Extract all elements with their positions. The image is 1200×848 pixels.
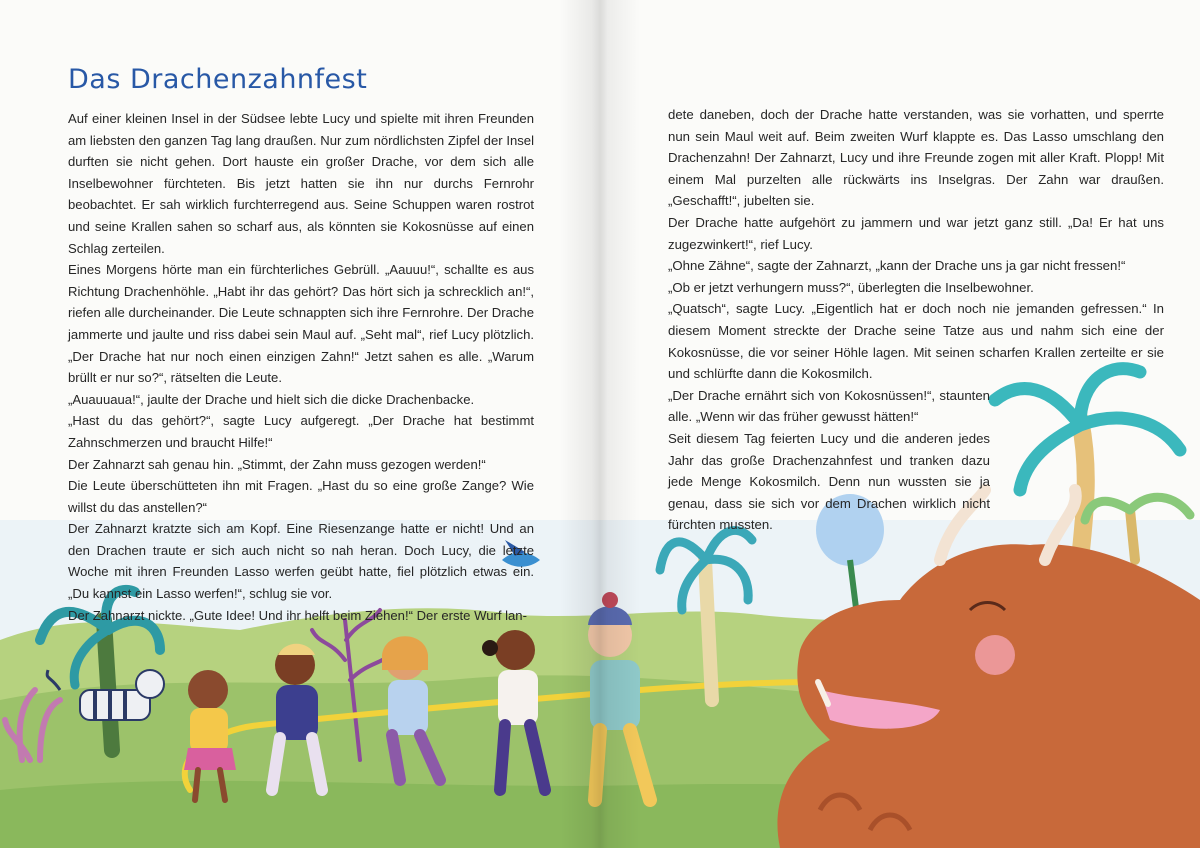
- paragraph: Der Zahnarzt kratzte sich am Kopf. Eine Riesenzange hatte er nicht! Und an den Drachen traute er sich auch nicht so nah heran. Doch Lucy, die letzte Woche mit ihren Freunden Lasso werfen geübt hatte, fiel plötzlich etwas ein. „Du kannst ein Lasso werfen!“, schlug sie vor.: [68, 521, 534, 602]
- paragraph: „Ohne Zähne“, sagte der Zahnarzt, „kann der Drache uns ja gar nicht fressen!“: [668, 258, 1126, 274]
- paragraph: Eines Morgens hörte man ein fürchterliches Gebrüll. „Aauuu!“, schallte es aus Richtung Drachenhöhle. „Habt ihr das gehört? Das hört sich ja schrecklich an!“, riefen alle durcheinander. Die Leute schnappten sich ihre Fernrohre. Der Drache jammerte und jaulte und riss dabei sein Maul auf. „Seht mal“, rief Lucy plötzlich. „Der Drache hat nur noch einen einzigen Zahn!“ Jetzt sahen es alle. „Warum brüllt er nur so?“, rätselten die Leute.: [68, 262, 534, 386]
- paragraph: Der Drache hatte aufgehört zu jammern und war jetzt ganz still. „Da! Er hat uns zugezwinkert!“, rief Lucy.: [668, 214, 1164, 252]
- paragraph: Die Leute überschütteten ihn mit Fragen. „Hast du so eine große Zange? Wie willst du das anstellen?“: [68, 478, 534, 515]
- paragraph: Der Zahnarzt sah genau hin. „Stimmt, der Zahn muss gezogen werden!“: [68, 456, 486, 472]
- left-page: [68, 62, 534, 626]
- paragraph: „Hast du das gehört?“, sagte Lucy aufgeregt. „Der Drache hat bestimmt Zahnschmerzen und braucht Hilfe!“: [68, 413, 534, 450]
- book-gutter-shadow: [560, 0, 640, 848]
- right-page-text: [668, 104, 1164, 536]
- dragon-cheek: [975, 635, 1015, 675]
- story-title: Das Drachenzahnfest: [68, 64, 368, 95]
- paragraph: dete daneben, doch der Drache hatte verstanden, was sie vorhatten, und sperrte nun sein Maul weit auf. Beim zweiten Wurf klappte es. Das Lasso umschlang den Drachenzahn! Der Zahnarzt, Lucy und ihre Freunde zogen mit aller Kraft. Plopp! Mit einem Mal purzelten alle rückwärts ins Inselgras. Der Zahn war draußen. „Geschafft!“, jubelten sie.: [668, 107, 1164, 209]
- paragraph: Der Zahnarzt nickte. „Gute Idee! Und ihr helft beim Ziehen!“ Der erste Wurf lan-: [68, 607, 527, 623]
- paragraph: „Ob er jetzt verhungern muss?“, überlegten die Inselbewohner.: [668, 279, 1034, 295]
- right-page: [668, 104, 1164, 536]
- paragraph: Seit diesem Tag feierten Lucy und die anderen jedes Jahr das große Drachenzahnfest und tranken dazu jede Menge Kokosmilch. Denn nun wussten sie ja genau, dass sie sich vor dem Drachen wirklich nicht fürchten mussten.: [668, 430, 990, 533]
- left-page-text: [68, 108, 534, 626]
- paragraph: „Auauuaua!“, jaulte der Drache und hielt sich die dicke Drachenbacke.: [68, 391, 475, 407]
- paragraph: „Quatsch“, sagte Lucy. „Eigentlich hat er doch noch nie jemanden gefressen.“ In diesem Moment streckte der Drache seine Tatze aus und nahm sich eine der Kokosnüsse, die vor seiner Höhle lagen. Mit seinen scharfen Krallen zerteilte er sie und schlürfte dann die Kokosmilch.: [668, 301, 1164, 382]
- paragraph: „Der Drache ernährt sich von Kokosnüssen!“, staunten alle. „Wenn wir das früher gewusst hätten!“: [668, 387, 990, 425]
- paragraph: Auf einer kleinen Insel in der Südsee lebte Lucy und spielte mit ihren Freunden am liebsten den ganzen Tag lang draußen. Nur zum nördlichsten Zipfel der Insel durften sie nicht gehen. Dort hauste ein großer Drache, vor dem sich alle Inselbewohner fürchteten. Bis jetzt hatten sie ihn nur durchs Fernrohr beobachtet. Er sah wirklich furchterregend aus. Seine Schuppen waren rostrot und seine Krallen sahen so scharf aus, als könnten sie Kokosnüsse auf einen Schlag zerteilen.: [68, 111, 534, 256]
